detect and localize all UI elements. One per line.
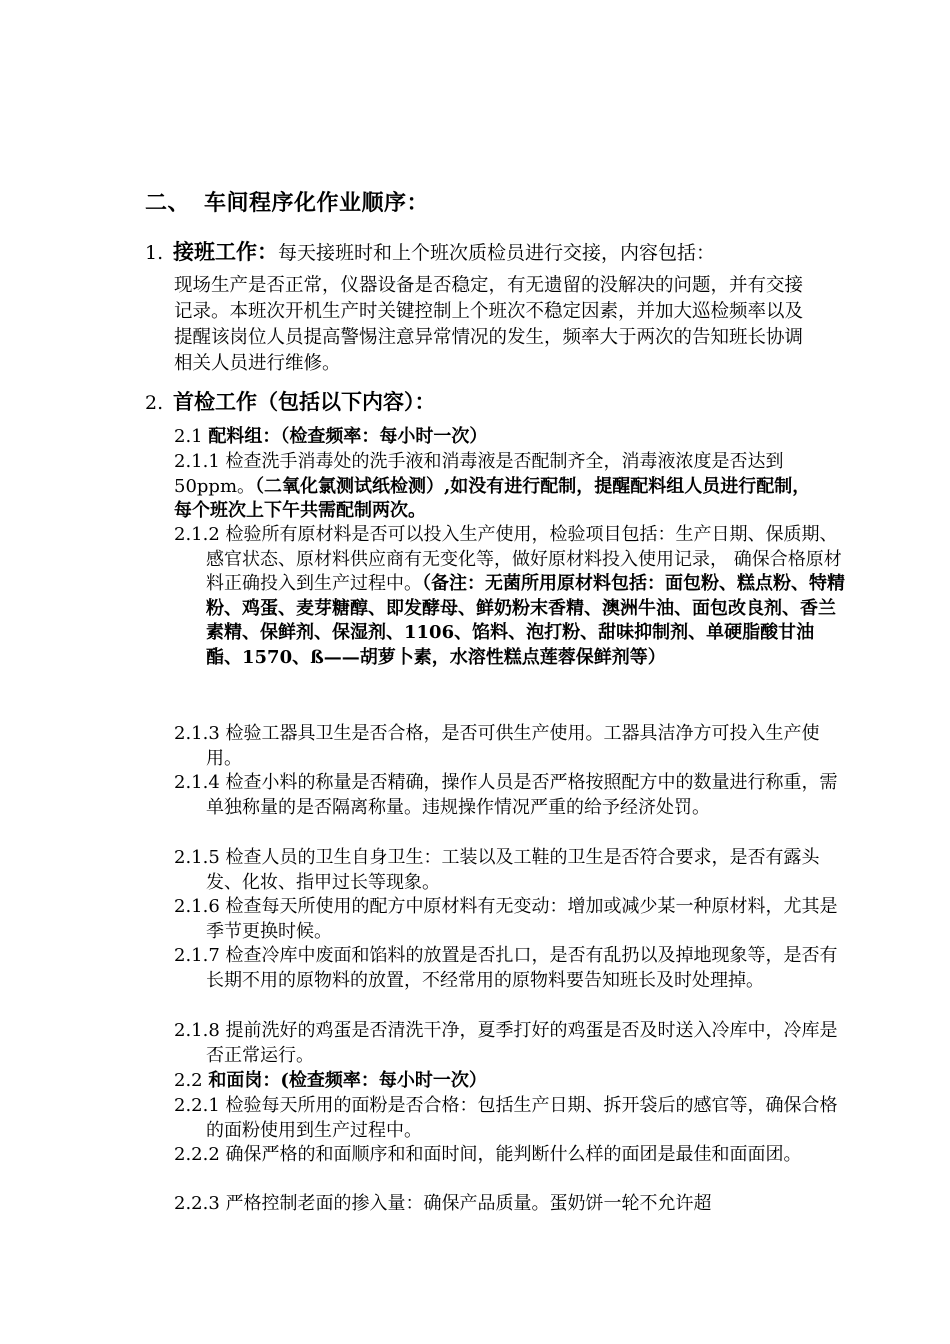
clause-2-1-3: 2.1.3 检验工器具卫生是否合格，是否可供生产使用。工器具洁净方可投入生产使用。	[174, 723, 820, 769]
clause-2-2-3: 2.2.3 严格控制老面的掺入量：确保产品质量。蛋奶饼一轮不允许超	[174, 1193, 712, 1214]
section-title: 车间程序化作业顺序：	[204, 191, 430, 216]
clause-2-2-1: 2.2.1 检验每天所用的面粉是否合格：包括生产日期、拆开袋后的感官等，确保合格的面粉使用到生产过程中。	[174, 1095, 838, 1141]
clause-2-1-2-note: （备注：无菌所用原材料包括：面包粉、糕点粉、特精粉、鸡蛋、麦芽糖醇、即发酵母、鲜奶粉末香精、澳洲牛油、面包改良剂、香兰素精、保鲜剂、保湿剂、1106、馅料、泡打粉、甜味抑制剂、单硬脂酸甘油酯、1570、ß——胡萝卜素，水溶性糕点莲蓉保鲜剂等）	[206, 573, 845, 668]
item-2-number: 2.	[145, 392, 164, 414]
item-2-title	[145, 386, 436, 416]
clause-2-1-2: 2.1.2 检验所有原材料是否可以投入生产使用，检验项目包括：生产日期、保质期、感官状态、原材料供应商有无变化等，做好原材料投入使用记录， 确保合格原材料正确投入到生产过程中。（备注：无菌所用原材料包括：面包粉、糕点粉、特精粉、鸡蛋、麦芽糖醇、即发酵母、鲜奶粉末香精、澳洲牛油、面包改良剂、香兰素精、保鲜剂、保湿剂、1106、馅料、泡打粉、甜味抑制剂、单硬脂酸甘油酯、1570、ß——胡萝卜素，水溶性糕点莲蓉保鲜剂等）	[174, 524, 845, 668]
clause-2-1-5: 2.1.5 检查人员的卫生自身卫生：工装以及工鞋的卫生是否符合要求，是否有露头发、化妆、指甲过长等现象。	[174, 847, 820, 893]
section-heading	[145, 186, 429, 217]
item-2-heading: 首检工作（包括以下内容）：	[173, 390, 436, 414]
subsection-2-2-number: 2.2	[174, 1070, 203, 1091]
subsection-2-2-label: 和面岗：(检查频率：每小时一次）	[208, 1070, 487, 1091]
item-1-paragraph: 现场生产是否正常，仪器设备是否稳定，有无遗留的没解决的问题，并有交接记录。本班次开机生产时关键控制上个班次不稳定因素，并加大巡检频率以及提醒该岗位人员提高警惕注意异常情况的发生，频率大于两次的告知班长协调相关人员进行维修。	[174, 275, 804, 374]
item-1-heading: 接班工作：	[173, 240, 278, 264]
clause-2-1-1: 2.1.1 检查洗手消毒处的洗手液和消毒液是否配制齐全，消毒液浓度是否达到50ppm。（二氧化氯测试纸检测）,如没有进行配制，提醒配料组人员进行配制，每个班次上下午共需配制两次。	[174, 451, 811, 521]
clause-2-1-1-bold: （二氧化氯测试纸检测）,如没有进行配制，提醒配料组人员进行配制，每个班次上下午共需配制两次。	[174, 475, 811, 521]
subsection-2-1-label: 配料组：（检查频率：每小时一次）	[208, 426, 488, 447]
clause-2-1-8: 2.1.8 提前洗好的鸡蛋是否清洗干净，夏季打好的鸡蛋是否及时送入冷库中，冷库是否正常运行。	[174, 1020, 838, 1066]
clause-2-2-2: 2.2.2 确保严格的和面顺序和和面时间，能判断什么样的面团是最佳和面面团。	[174, 1144, 802, 1165]
subsection-2-2	[174, 1069, 814, 1094]
subsection-2-1-number: 2.1	[174, 426, 203, 447]
item-1-number: 1.	[145, 242, 164, 264]
clause-2-1-4: 2.1.4 检查小料的称量是否精确，操作人员是否严格按照配方中的数量进行称重，需单独称量的是否隔离称量。违规操作情况严重的给予经济处罚。	[174, 772, 838, 818]
item-1-title	[145, 236, 715, 266]
section-number: 二、	[145, 191, 191, 216]
clause-2-1-6: 2.1.6 检查每天所使用的配方中原材料有无变动：增加或减少某一种原材料，尤其是季节更换时候。	[174, 896, 838, 942]
subsection-2-1	[174, 425, 814, 450]
clause-2-1-7: 2.1.7 检查冷库中废面和馅料的放置是否扎口，是否有乱扔以及掉地现象等，是否有长期不用的原物料的放置，不经常用的原物料要告知班长及时处理掉。	[174, 945, 838, 991]
item-1-intro: 每天接班时和上个班次质检员进行交接，内容包括：	[278, 242, 716, 264]
